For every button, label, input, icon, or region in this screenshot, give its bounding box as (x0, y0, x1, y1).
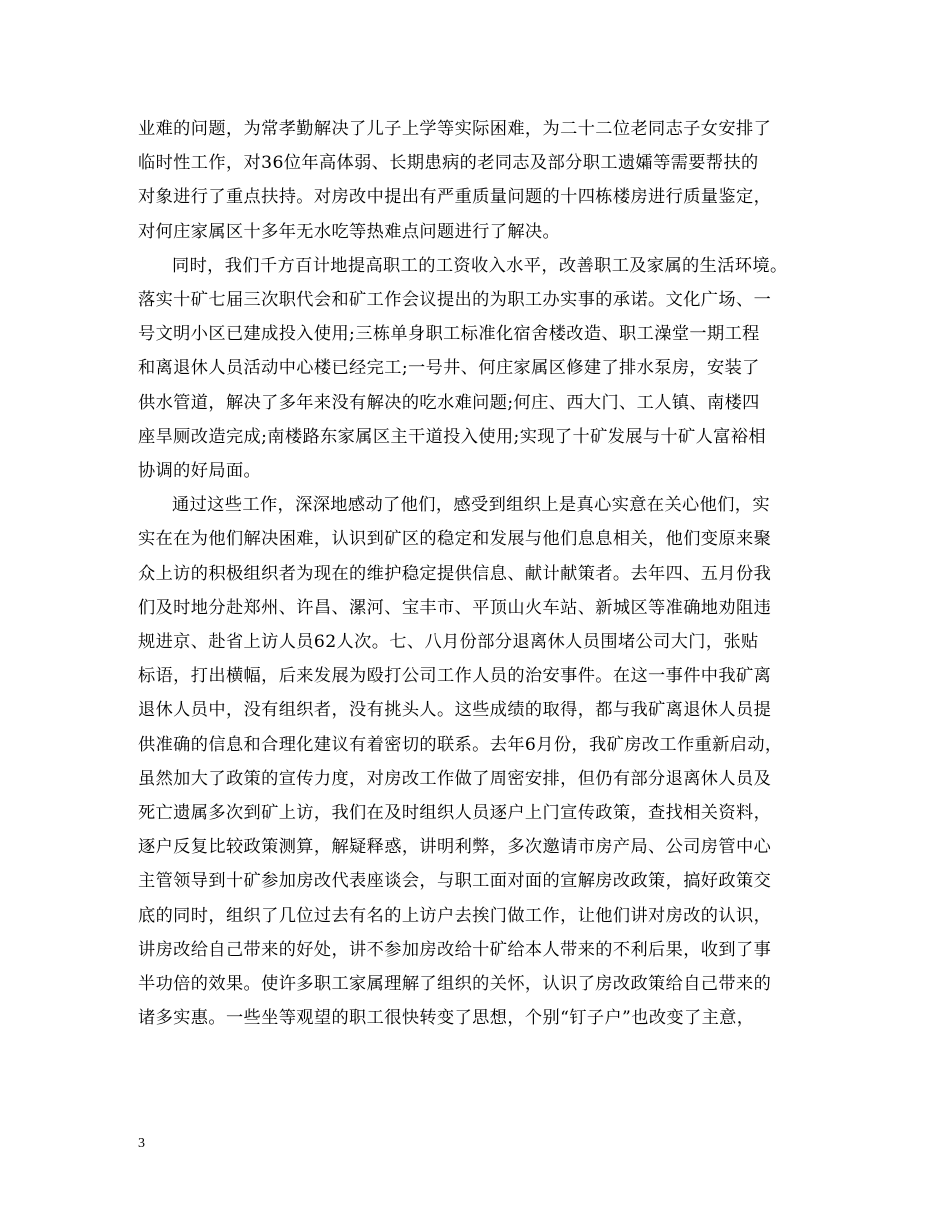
text-line: 对象进行了重点扶持。对房改中提出有严重质量问题的十四栋楼房进行质量鉴定， (138, 187, 772, 208)
text-line: 号文明小区已建成投入使用;三栋单身职工标准化宿舍楼改造、职工澡堂一期工程 (138, 324, 760, 345)
text-line: 供水管道，解决了多年来没有解决的吃水难问题;何庄、西大门、工人镇、南楼四 (138, 392, 760, 413)
text-line: 逐户反复比较政策测算，解疑释惑，讲明利弊，多次邀请市房产局、公司房管中心 (138, 837, 772, 858)
text-line: 诸多实惠。一些坐等观望的职工很快转变了思想，个别“钉子户”也改变了主意， (138, 1008, 755, 1029)
text-line: 们及时地分赴郑州、许昌、漯河、宝丰市、平顶山火车站、新城区等准确地劝阻违 (138, 597, 772, 618)
text-line: 和离退休人员活动中心楼已经完工;一号井、何庄家属区修建了排水泵房，安装了 (138, 358, 760, 379)
text-line: 众上访的积极组织者为现在的维护稳定提供信息、献计献策者。去年四、五月份我 (138, 563, 772, 584)
text-line: 死亡遗属多次到矿上访，我们在及时组织人员逐户上门宣传政策，查找相关资料， (138, 803, 772, 824)
text-line: 业难的问题，为常孝勤解决了儿子上学等实际困难，为二十二位老同志子女安排了 (138, 119, 772, 139)
text-line: 主管领导到十矿参加房改代表座谈会，与职工面对面的宣解房改政策，搞好政策交 (138, 871, 772, 892)
paragraph (138, 112, 814, 249)
text-line: 讲房改给自己带来的好处，讲不参加房改给十矿给本人带来的不利后果，收到了事 (138, 939, 772, 960)
text-line: 虽然加大了政策的宣传力度，对房改工作做了周密安排，但仍有部分退离休人员及 (138, 768, 772, 789)
document-body (138, 112, 814, 1035)
page-number: 3 (138, 1136, 145, 1151)
text-line: 退休人员中，没有组织者，没有挑头人。这些成绩的取得，都与我矿离退休人员提 (138, 700, 772, 721)
text-line: 规进京、赴省上访人员62人次。七、八月份部分退离休人员围堵公司大门，张贴 (138, 632, 759, 653)
text-line: 落实十矿七届三次职代会和矿工作会议提出的为职工办实事的承诺。文化广场、一 (138, 290, 772, 311)
paragraph (138, 488, 814, 1035)
text-line: 半功倍的效果。使许多职工家属理解了组织的关怀，认识了房改政策给自己带来的 (138, 974, 772, 995)
text-line: 临时性工作，对36位年高体弱、长期患病的老同志及部分职工遗孀等需要帮扶的 (138, 153, 759, 174)
text-line: 通过这些工作，深深地感动了他们，感受到组织上是真心实意在关心他们，实 (172, 495, 770, 516)
text-line: 对何庄家属区十多年无水吃等热难点问题进行了解决。 (138, 221, 561, 242)
text-line: 同时，我们千方百计地提高职工的工资收入水平，改善职工及家属的生活环境。 (172, 255, 788, 276)
text-line: 供准确的信息和合理化建议有着密切的联系。去年6月份，我矿房改工作重新启动， (138, 734, 783, 755)
text-line: 标语，打出横幅，后来发展为殴打公司工作人员的治安事件。在这一事件中我矿离 (138, 666, 772, 687)
paragraph (138, 249, 814, 488)
text-line: 座旱厕改造完成;南楼路东家属区主干道投入使用;实现了十矿发展与十矿人富裕相 (138, 426, 766, 447)
text-line: 协调的好局面。 (138, 461, 262, 482)
text-line: 实在在为他们解决困难，认识到矿区的稳定和发展与他们息息相关，他们变原来聚 (138, 529, 772, 550)
text-line: 底的同时，组织了几位过去有名的上访户去挨门做工作，让他们讲对房改的认识， (138, 905, 772, 926)
